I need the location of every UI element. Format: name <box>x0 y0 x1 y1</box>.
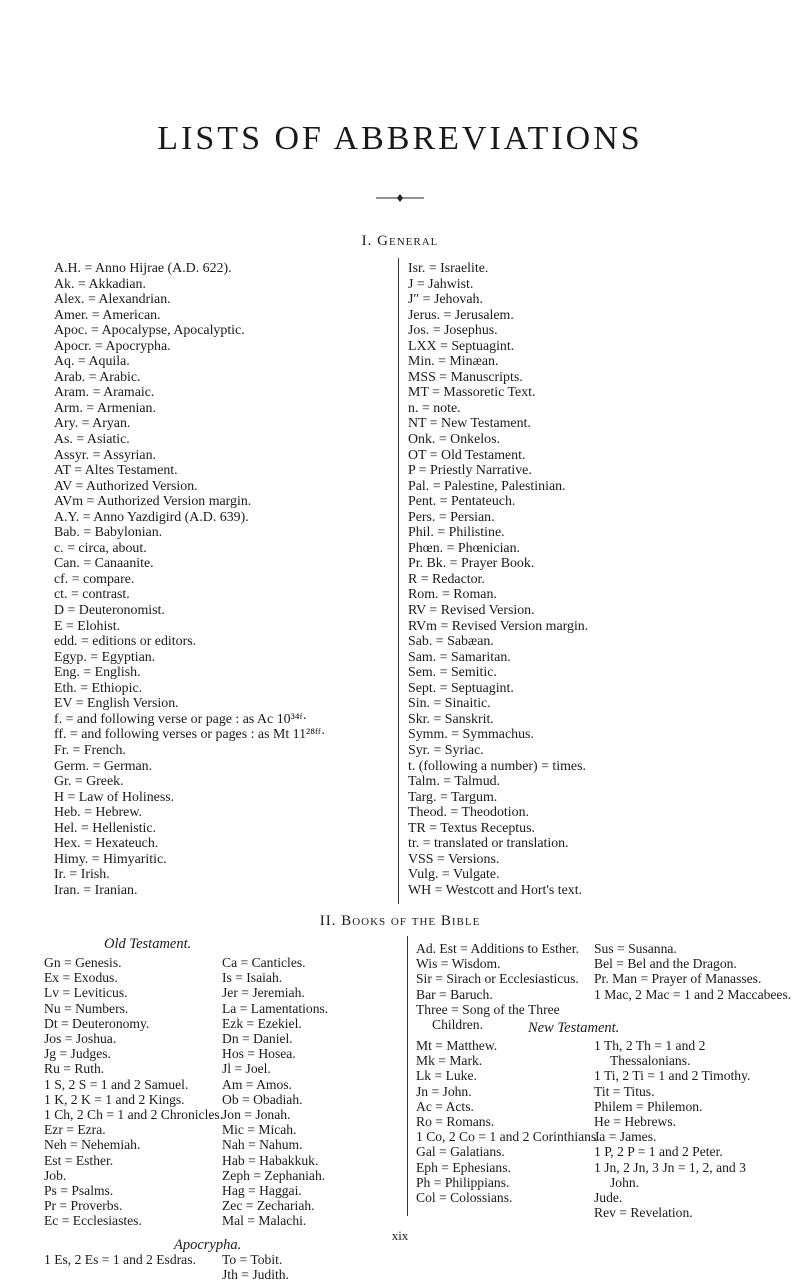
abbreviation-entry: Jl = Joel. <box>222 1061 271 1077</box>
abbreviation-entry: Ezk = Ezekiel. <box>222 1015 302 1031</box>
page-title: LISTS OF ABBREVIATIONS <box>157 120 643 157</box>
abbreviation-entry: Ak. = Akkadian. <box>54 276 146 292</box>
abbreviation-entry: Apoc. = Apocalypse, Apocalyptic. <box>54 323 245 339</box>
abbreviation-entry: Hag = Haggai. <box>222 1183 302 1199</box>
abbreviation-entry: A.Y. = Anno Yazdigird (A.D. 639). <box>54 509 249 525</box>
abbreviation-entry: Sin. = Sinaitic. <box>408 696 491 712</box>
abbreviation-entry: Jerus. = Jerusalem. <box>408 307 514 323</box>
abbreviation-entry: Targ. = Targum. <box>408 789 498 805</box>
general-abbreviations-left <box>54 261 384 898</box>
abbreviation-entry: Phil. = Philistine. <box>408 525 505 541</box>
abbreviation-entry: A.H. = Anno Hijrae (A.D. 622). <box>54 261 232 276</box>
abbreviation-entry: Zec = Zechariah. <box>222 1198 315 1214</box>
abbreviation-entry: f. = and following verse or page : as Ac 10³⁴ᶠ· <box>54 711 308 727</box>
abbreviation-entry: R = Redactor. <box>408 571 485 587</box>
abbreviation-entry: 1 Th, 2 Th = 1 and 2 Thessalonians. <box>594 1038 706 1069</box>
abbreviation-entry: H = Law of Holiness. <box>54 789 175 805</box>
abbreviation-entry: Nah = Nahum. <box>222 1137 303 1153</box>
abbreviation-entry: MT = Massoretic Text. <box>408 385 536 401</box>
abbreviation-entry: ff. = and following verses or pages : as Mt 11²⁸ᶠᶠ· <box>54 727 326 743</box>
section-number: II. <box>319 913 337 929</box>
abbreviation-entry: Hab = Habakkuk. <box>222 1152 319 1168</box>
abbreviation-entry: Is = Isaiah. <box>222 970 283 986</box>
abbreviation-entry: Pal. = Palestine, Palestinian. <box>408 478 566 494</box>
abbreviation-entry: Am = Amos. <box>222 1076 292 1092</box>
abbreviation-entry: Sab. = Sabæan. <box>408 634 494 650</box>
abbreviation-entry: RVm = Revised Version margin. <box>408 618 589 634</box>
abbreviation-entry: Eph = Ephesians. <box>416 1159 511 1175</box>
abbreviation-entry: Sir = Sirach or Ecclesiasticus. <box>416 971 579 987</box>
apocrypha-list-3 <box>416 941 586 1032</box>
abbreviation-entry: P = Priestly Narrative. <box>408 463 532 479</box>
abbreviation-entry: Arab. = Arabic. <box>54 369 141 385</box>
abbreviation-entry: Iran. = Iranian. <box>54 882 138 898</box>
abbreviation-entry: Jth = Judith. <box>222 1267 289 1282</box>
abbreviation-entry: He = Hebrews. <box>594 1114 677 1130</box>
abbreviation-entry: Lv = Leviticus. <box>44 985 128 1001</box>
abbreviation-entry: c. = circa, about. <box>54 540 147 556</box>
abbreviation-entry: Pent. = Pentateuch. <box>408 494 516 510</box>
abbreviation-entry: Can. = Canaanite. <box>54 556 154 572</box>
abbreviation-entry: J = Jahwist. <box>408 276 474 292</box>
general-abbreviations-right <box>408 261 758 898</box>
old-testament-list-2 <box>222 955 397 1229</box>
abbreviation-entry: Jude. <box>594 1190 623 1206</box>
abbreviation-entry: Ex = Exodus. <box>44 970 118 986</box>
abbreviation-entry: Job. <box>44 1167 67 1183</box>
abbreviation-entry: AT = Altes Testament. <box>54 463 178 479</box>
column-divider <box>398 258 399 904</box>
abbreviation-entry: Est = Esther. <box>44 1152 114 1168</box>
abbreviation-entry: OT = Old Testament. <box>408 447 526 463</box>
abbreviation-entry: EV = English Version. <box>54 696 179 712</box>
abbreviation-entry: Neh = Nehemiah. <box>44 1137 141 1153</box>
abbreviation-entry: VSS = Versions. <box>408 851 500 867</box>
abbreviation-entry: Jos. = Josephus. <box>408 323 498 339</box>
apocrypha-list-1 <box>44 1252 212 1267</box>
section-number: I. <box>361 233 373 249</box>
abbreviation-entry: Mic = Micah. <box>222 1122 297 1138</box>
abbreviation-entry: Ph = Philippians. <box>416 1174 510 1190</box>
abbreviation-entry: Ru = Ruth. <box>44 1061 105 1077</box>
abbreviation-entry: Hos = Hosea. <box>222 1046 296 1062</box>
abbreviation-entry: E = Elohist. <box>54 618 121 634</box>
abbreviation-entry: Rev = Revelation. <box>594 1205 693 1221</box>
section-label: General <box>377 233 439 249</box>
abbreviation-entry: 1 Co, 2 Co = 1 and 2 Corinthians. <box>416 1129 600 1145</box>
abbreviation-entry: 1 Ch, 2 Ch = 1 and 2 Chronicles. <box>44 1107 224 1123</box>
divider-ornament <box>376 192 424 204</box>
abbreviation-entry: Mt = Matthew. <box>416 1038 498 1053</box>
abbreviation-entry: Jos = Joshua. <box>44 1031 117 1047</box>
abbreviation-entry: Egyp. = Egyptian. <box>54 649 156 665</box>
abbreviation-entry: Min. = Minæan. <box>408 354 499 370</box>
abbreviation-entry: LXX = Septuagint. <box>408 338 515 354</box>
abbreviation-entry: Ro = Romans. <box>416 1114 495 1130</box>
abbreviation-entry: Gal = Galatians. <box>416 1144 505 1160</box>
abbreviation-entry: Jon = Jonah. <box>222 1107 291 1123</box>
abbreviation-entry: Syr. = Syriac. <box>408 742 484 758</box>
apocrypha-list-4 <box>594 941 792 1002</box>
abbreviation-entry: Gn = Genesis. <box>44 955 122 970</box>
page-number: xix <box>391 1228 409 1243</box>
abbreviation-entry: edd. = editions or editors. <box>54 634 197 650</box>
abbreviation-entry: Heb. = Hebrew. <box>54 805 142 821</box>
abbreviation-entry: MSS = Manuscripts. <box>408 369 523 385</box>
abbreviation-entry: tr. = translated or translation. <box>408 836 569 852</box>
abbreviation-entry: 1 Ti, 2 Ti = 1 and 2 Timothy. <box>594 1068 751 1084</box>
abbreviation-entry: t. (following a number) = times. <box>408 758 586 774</box>
abbreviation-entry: Jer = Jeremiah. <box>222 985 305 1001</box>
abbreviation-entry: J″ = Jehovah. <box>408 292 483 308</box>
abbreviation-entry: NT = New Testament. <box>408 416 531 432</box>
abbreviation-entry: Phœn. = Phœnician. <box>408 540 521 556</box>
abbreviation-entry: La = Lamentations. <box>222 1000 329 1016</box>
section-heading-books <box>0 913 800 930</box>
abbreviation-entry: Bel = Bel and the Dragon. <box>594 956 737 972</box>
abbreviation-entry: Ec = Ecclesiastes. <box>44 1213 142 1229</box>
abbreviation-entry: Mk = Mark. <box>416 1053 483 1069</box>
old-testament-list-1 <box>44 955 224 1229</box>
apocrypha-list-2 <box>222 1252 397 1282</box>
abbreviation-entry: Sus = Susanna. <box>594 941 677 956</box>
abbreviation-entry: ct. = contrast. <box>54 587 130 603</box>
abbreviation-entry: Pr. Man = Prayer of Manasses. <box>594 971 762 987</box>
abbreviation-entry: Aq. = Aquila. <box>54 354 130 370</box>
abbreviation-entry: Lk = Luke. <box>416 1068 477 1084</box>
column-divider <box>407 936 408 1216</box>
abbreviation-entry: Pr = Proverbs. <box>44 1198 123 1214</box>
abbreviation-entry: Hex. = Hexateuch. <box>54 836 159 852</box>
abbreviation-entry: 1 Es, 2 Es = 1 and 2 Esdras. <box>44 1252 196 1267</box>
abbreviation-entry: 1 K, 2 K = 1 and 2 Kings. <box>44 1091 185 1107</box>
abbreviation-entry: Ac = Acts. <box>416 1098 474 1114</box>
abbreviation-entry: Bar = Baruch. <box>416 986 493 1002</box>
abbreviation-entry: Talm. = Talmud. <box>408 774 501 790</box>
abbreviation-entry: Apocr. = Apocrypha. <box>54 338 171 354</box>
abbreviation-entry: Gr. = Greek. <box>54 774 124 790</box>
abbreviation-entry: Rom. = Roman. <box>408 587 497 603</box>
abbreviation-entry: WH = Westcott and Hort's text. <box>408 882 583 898</box>
abbreviation-entry: Isr. = Israelite. <box>408 261 489 276</box>
abbreviation-entry: Nu = Numbers. <box>44 1000 129 1016</box>
abbreviation-entry: Dn = Daniel. <box>222 1031 293 1047</box>
abbreviation-entry: Germ. = German. <box>54 758 153 774</box>
abbreviation-entry: Three = Song of the Three Children. <box>416 1001 560 1033</box>
abbreviation-entry: AVm = Authorized Version margin. <box>54 494 252 510</box>
abbreviation-entry: Himy. = Himyaritic. <box>54 851 167 867</box>
abbreviation-entry: n. = note. <box>408 400 461 416</box>
abbreviation-entry: Skr. = Sanskrit. <box>408 711 494 727</box>
abbreviation-entry: Theod. = Theodotion. <box>408 805 530 821</box>
abbreviation-entry: Ad. Est = Additions to Esther. <box>416 941 579 956</box>
abbreviation-entry: Hel. = Hellenistic. <box>54 820 156 836</box>
abbreviation-entry: Dt = Deuteronomy. <box>44 1015 150 1031</box>
abbreviation-entry: Amer. = American. <box>54 307 161 323</box>
abbreviation-entry: Eng. = English. <box>54 665 141 681</box>
abbreviation-entry: Ca = Canticles. <box>222 955 306 970</box>
abbreviation-entry: Onk. = Onkelos. <box>408 432 500 448</box>
abbreviation-entry: 1 Mac, 2 Mac = 1 and 2 Maccabees. <box>594 986 792 1002</box>
abbreviation-entry: Philem = Philemon. <box>594 1098 703 1114</box>
abbreviation-entry: Sept. = Septuagint. <box>408 680 514 696</box>
abbreviation-entry: Col = Colossians. <box>416 1190 513 1206</box>
abbreviation-entry: Tit = Titus. <box>594 1083 655 1099</box>
abbreviation-entry: Pr. Bk. = Prayer Book. <box>408 556 535 572</box>
abbreviation-entry: 1 S, 2 S = 1 and 2 Samuel. <box>44 1076 189 1092</box>
new-testament-list-2 <box>594 1038 764 1220</box>
abbreviation-entry: Sam. = Samaritan. <box>408 649 511 665</box>
section-label: Books of the Bible <box>341 913 481 929</box>
abbreviation-entry: Ir. = Irish. <box>54 867 110 883</box>
abbreviation-entry: Wis = Wisdom. <box>416 956 501 972</box>
abbreviation-entry: As. = Asiatic. <box>54 432 130 448</box>
abbreviation-entry: Arm. = Armenian. <box>54 400 156 416</box>
abbreviation-entry: Mal = Malachi. <box>222 1213 307 1229</box>
abbreviation-entry: AV = Authorized Version. <box>54 478 198 494</box>
section-heading-general <box>0 233 800 250</box>
abbreviation-entry: Pers. = Persian. <box>408 509 495 525</box>
abbreviation-entry: Ja = James. <box>594 1129 657 1145</box>
abbreviation-entry: D = Deuteronomist. <box>54 603 165 619</box>
abbreviation-entry: Sem. = Semitic. <box>408 665 497 681</box>
abbreviation-entry: Ezr = Ezra. <box>44 1122 106 1138</box>
apocrypha-heading: Apocrypha. <box>174 1237 242 1253</box>
abbreviation-entry: To = Tobit. <box>222 1252 283 1267</box>
abbreviation-entry: TR = Textus Receptus. <box>408 820 535 836</box>
abbreviation-entry: cf. = compare. <box>54 571 135 587</box>
abbreviation-entry: Ob = Obadiah. <box>222 1091 303 1107</box>
abbreviation-entry: Vulg. = Vulgate. <box>408 867 500 883</box>
abbreviation-entry: Ps = Psalms. <box>44 1183 114 1199</box>
abbreviation-entry: Bab. = Babylonian. <box>54 525 163 541</box>
old-testament-heading: Old Testament. <box>104 936 192 952</box>
abbreviation-entry: Ary. = Aryan. <box>54 416 131 432</box>
new-testament-heading: New Testament. <box>528 1020 620 1036</box>
abbreviation-entry: Aram. = Aramaic. <box>54 385 155 401</box>
abbreviation-entry: Alex. = Alexandrian. <box>54 292 171 308</box>
abbreviation-entry: Jn = John. <box>416 1083 472 1099</box>
abbreviation-entry: Zeph = Zephaniah. <box>222 1167 326 1183</box>
abbreviation-entry: 1 P, 2 P = 1 and 2 Peter. <box>594 1144 723 1160</box>
abbreviation-entry: Assyr. = Assyrian. <box>54 447 156 463</box>
abbreviation-entry: Fr. = French. <box>54 742 126 758</box>
abbreviation-entry: 1 Jn, 2 Jn, 3 Jn = 1, 2, and 3 John. <box>594 1159 746 1190</box>
abbreviation-entry: Symm. = Symmachus. <box>408 727 534 743</box>
new-testament-list-1 <box>416 1038 600 1206</box>
abbreviation-entry: Eth. = Ethiopic. <box>54 680 143 696</box>
abbreviation-entry: Jg = Judges. <box>44 1046 111 1062</box>
abbreviation-entry: RV = Revised Version. <box>408 603 535 619</box>
